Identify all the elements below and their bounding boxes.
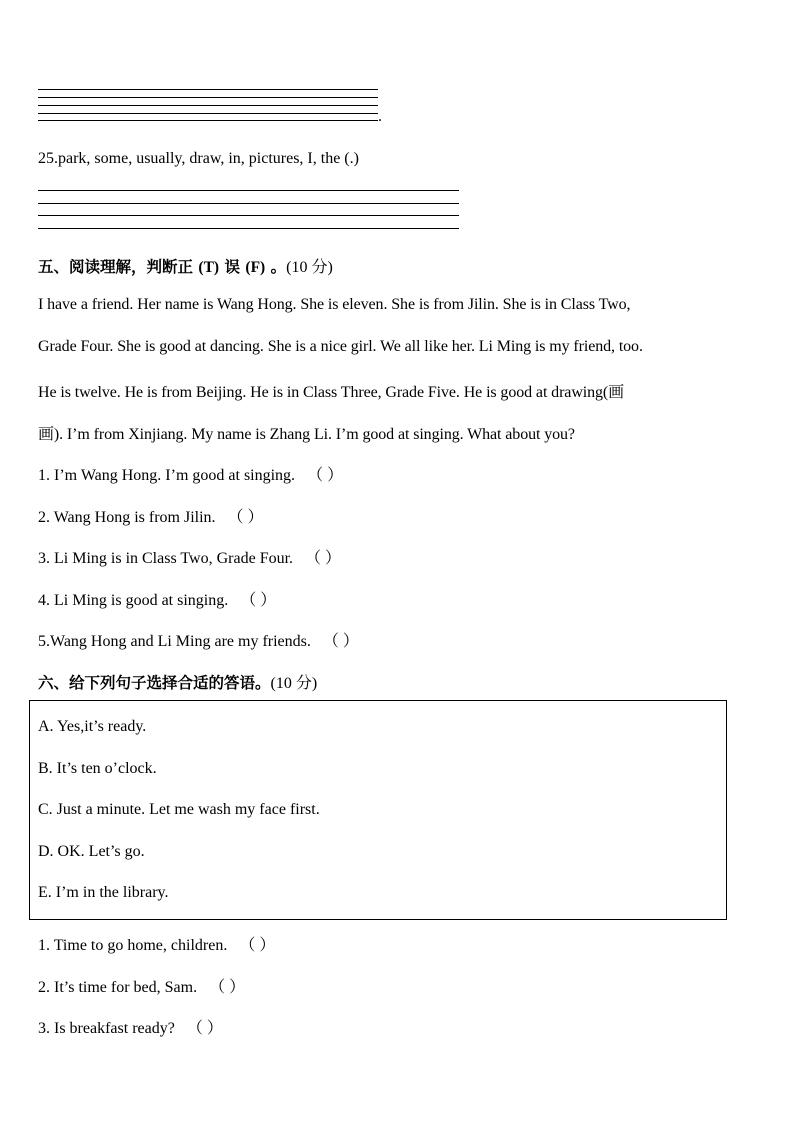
answer-line: [38, 203, 459, 204]
section5-heading-f: (F): [245, 259, 266, 276]
tf-question: [38, 504, 264, 527]
answer-line: [38, 105, 378, 106]
section6-heading: [38, 670, 317, 693]
section5-heading-mid: 误: [224, 258, 241, 276]
tf-question: [38, 545, 341, 568]
tf-question: [38, 462, 343, 485]
answer-blank[interactable]: （ ）: [209, 979, 246, 996]
answer-line: [38, 215, 459, 216]
answer-line: [38, 228, 459, 229]
tf-question: [38, 587, 276, 610]
section5-heading-pre: 五、阅读理解，判断正: [38, 258, 194, 276]
option-item: A. Yes,it’s ready.: [38, 718, 147, 735]
section6-heading-text: 六、给下列句子选择合适的答语。: [38, 674, 271, 692]
option-item: C. Just a minute. Let me wash my face first.: [38, 801, 320, 818]
option-item: B. It’s ten o’clock.: [38, 760, 157, 777]
section6-score: (10 分): [270, 675, 318, 692]
option-item: D. OK. Let’s go.: [38, 843, 145, 860]
answer-line: [38, 190, 459, 191]
passage-line: I have a friend. Her name is Wang Hong. She is eleven. She is from Jilin. She is in Class Two,: [38, 296, 631, 313]
match-question-text: 1. Time to go home, children.: [38, 937, 228, 954]
tf-question-text: 3. Li Ming is in Class Two, Grade Four.: [38, 550, 294, 567]
answer-blank[interactable]: （ ）: [239, 937, 276, 954]
answer-blank[interactable]: （ ）: [322, 633, 359, 650]
section5-score: (10 分): [286, 259, 333, 276]
tf-question-text: 5.Wang Hong and Li Ming are my friends.: [38, 633, 311, 650]
answer-blank[interactable]: （ ）: [305, 550, 342, 567]
period-mark: .: [378, 108, 382, 125]
passage-line: 画). I’m from Xinjiang. My name is Zhang Li. I’m good at singing. What about you?: [38, 426, 575, 443]
answer-line: [38, 89, 378, 90]
match-question: [38, 1015, 223, 1038]
section5-heading-t: (T): [198, 259, 220, 276]
tf-question: [38, 628, 359, 651]
section5-heading-post: 。: [270, 258, 287, 276]
match-question: [38, 932, 275, 955]
section5-heading: [38, 254, 333, 277]
q25-prompt: 25.park, some, usually, draw, in, pictures, I, the (.): [38, 150, 359, 167]
answer-blank[interactable]: （ ）: [227, 509, 264, 526]
passage-line: He is twelve. He is from Beijing. He is in Class Three, Grade Five. He is good at drawing(画: [38, 384, 625, 401]
answer-blank[interactable]: （ ）: [240, 592, 277, 609]
answer-line: [38, 120, 378, 121]
answer-line: [38, 113, 378, 114]
tf-question-text: 4. Li Ming is good at singing.: [38, 592, 229, 609]
match-question-text: 2. It’s time for bed, Sam.: [38, 979, 198, 996]
option-item: E. I’m in the library.: [38, 884, 169, 901]
answer-blank[interactable]: （ ）: [307, 467, 344, 484]
answer-blank[interactable]: （ ）: [186, 1020, 223, 1037]
match-question-text: 3. Is breakfast ready?: [38, 1020, 175, 1037]
tf-question-text: 2. Wang Hong is from Jilin.: [38, 509, 216, 526]
match-question: [38, 974, 245, 997]
answer-line: [38, 97, 378, 98]
tf-question-text: 1. I’m Wang Hong. I’m good at singing.: [38, 467, 296, 484]
passage-line: Grade Four. She is good at dancing. She is a nice girl. We all like her. Li Ming is my friend, too.: [38, 338, 643, 355]
